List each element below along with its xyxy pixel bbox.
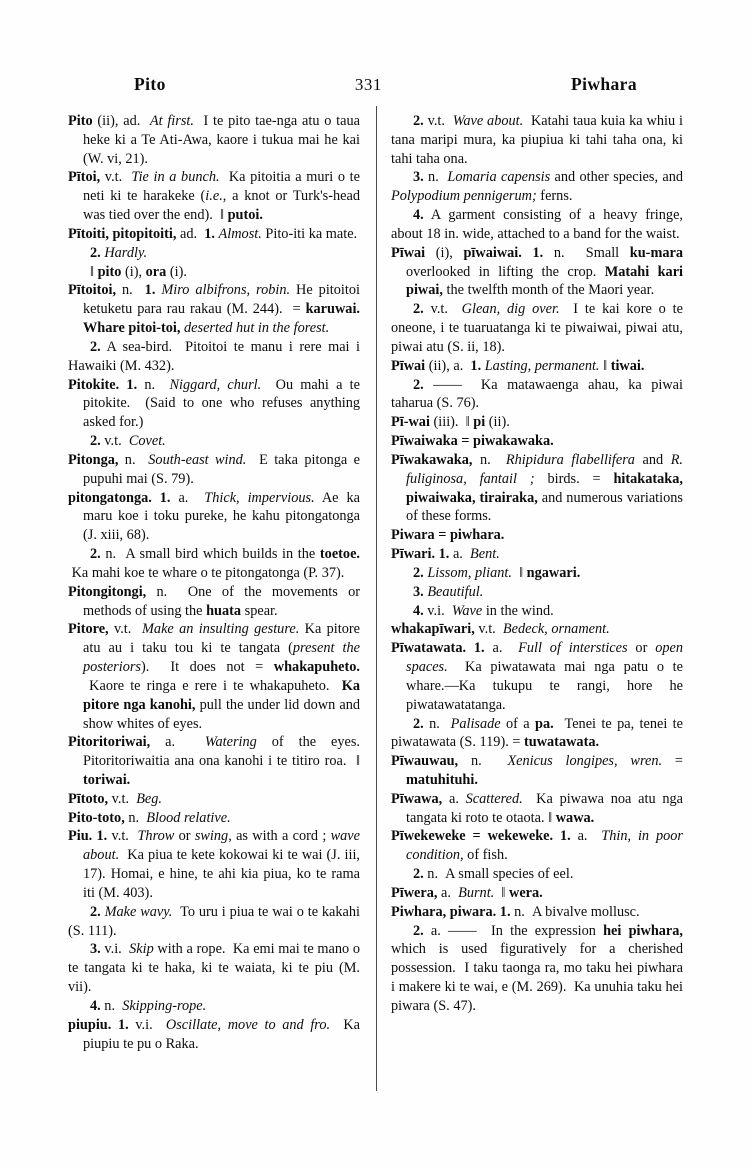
sense-paragraph: 2. A sea-bird. Pitoitoi te manu i rere mai i Hawaiki (M. 432). [68, 338, 360, 374]
sense-paragraph: 2. a. —— In the expression hei piwhara, which is used figuratively for a cherished possession. I taku taonga ra, mo taku hei piwhara i makere ki te wai, e (M. 269). Ka unuhia taku hei piwara (S. 47). [391, 922, 683, 1014]
dictionary-entry: Pito-toto, n. Blood relative. [68, 809, 231, 826]
dictionary-entry: piupiu. 1. v.i. Oscillate, move to and fro. Ka piupiu te pu o Raka. [68, 1016, 360, 1052]
dictionary-entry: Pītoitoi, n. 1. Miro albifrons, robin. He pitoitoi ketuketu para rau rakau (M. 244). = karuwai. Whare pitoi-toi, deserted hut in the forest. [68, 282, 360, 337]
sense-paragraph: 3. Beautiful. [413, 583, 484, 600]
dictionary-entry: Pitongitongi, n. One of the movements or methods of using the huata spear. [68, 583, 360, 619]
dictionary-entry: Pīwai (i), pīwaiwai. 1. n. Small ku-mara overlooked in lifting the crop. Matahi kari piwai, the twelfth month of the Maori year. [391, 244, 684, 299]
sense-paragraph: 2. Hardly. [90, 244, 148, 261]
dictionary-entry: pitongatonga. 1. a. Thick, impervious. Ae ka maru koe i toku pureke, he kahu pitongatonga (J. xiii, 68). [68, 489, 360, 544]
dictionary-entry: Pitokite. 1. n. Niggard, churl. Ou mahi a te pitokite. (Said to one who refuses anything asked for.) [68, 376, 360, 431]
sense-paragraph: 2. n. Palisade of a pa. Tenei te pa, tenei te piwatawata (S. 119). = tuwatawata. [391, 715, 684, 751]
dictionary-entry: Piwhara, piwara. 1. n. A bivalve mollusc. [391, 903, 640, 920]
sense-paragraph: 2. v.t. Wave about. Katahi taua kuia ka whiu i tana maripi mura, ka piupiua ki tahi taha ona, ki tahi taha ona. [391, 113, 683, 167]
dictionary-entry: Piwara = piwhara. [391, 527, 505, 544]
dictionary-entry: Pītoiti, pitopitoiti, ad. 1. Almost. Pito-iti ka mate. [68, 225, 358, 242]
sense-paragraph: ‖ pito (i), ora (i). [90, 263, 187, 280]
dictionary-entry: Pitore, v.t. Make an insulting gesture. Ka pitore atu au i taku tou ki te tangata (present the posteriors). It does not = whakapuheto. Kaore te ringa e rere i te whakapuheto. Ka pitore nga kanohi, pull the under lid down and show whites of eyes. [68, 621, 360, 732]
right-column [391, 112, 683, 1102]
sense-paragraph: 2. v.t. Glean, dig over. I te kai kore o te oneone, i te tuaruatanga ki te piwaiwai, piwai atu, piwai atu (S. ii, 18). [391, 301, 683, 355]
sense-paragraph: 2. —— Ka matawaenga ahau, ka piwai taharua (S. 76). [391, 376, 683, 412]
sense-paragraph: 2. v.t. Covet. [90, 433, 166, 450]
text-columns [68, 112, 683, 1102]
sense-paragraph: 4. A garment consisting of a heavy fringe, about 18 in. wide, attached to a band for the waist. [391, 207, 683, 242]
dictionary-entry: Pī-wai (iii). ‖ pi (ii). [391, 414, 510, 431]
dictionary-entry: Pīwauwau, n. Xenicus longipes, wren. = matuhituhi. [391, 753, 683, 788]
dictionary-entry: Pīwaiwaka = piwakawaka. [391, 433, 554, 450]
dictionary-entry: Pītoi, v.t. Tie in a bunch. Ka pitoitia a muri o te neti ki te harakeke (i.e., a knot or Turk's-head was tied over the end). ‖ putoi. [68, 169, 360, 224]
dictionary-entry: Pitoritoriwai, a. Watering of the eyes. Pitoritoriwaitia ana ona kanohi i te titiro roa. ‖ toriwai. [68, 734, 360, 788]
dictionary-entry: Piu. 1. v.t. Throw or swing, as with a cord ; wave about. Ka piua te kete kokowai ki te wai (J. iii, 17). Homai, e hine, te ahi kia piua, ko te rama iti (M. 403). [68, 828, 360, 901]
dictionary-entry: Pīwari. 1. a. Bent. [391, 546, 500, 563]
sense-paragraph: 4. v.i. Wave in the wind. [413, 602, 554, 619]
dictionary-entry: Pīwakawaka, n. Rhipidura flabellifera and R. fuliginosa, fantail ; birds. = hitakataka, piwaiwaka, tirairaka, and numerous variations of these forms. [391, 451, 683, 525]
dictionary-entry: Pito (ii), ad. At first. I te pito tae-nga atu o taua heke ki a Te Ati-Awa, kaore i tukua mai he kai (W. vi, 21). [68, 113, 360, 167]
dictionary-entry: Pīwekeweke = wekeweke. 1. a. Thin, in poor condition, of fish. [391, 828, 683, 864]
sense-paragraph: 4. n. Skipping-rope. [90, 997, 207, 1014]
running-head-right: Piwhara [570, 74, 637, 94]
dictionary-entry: Pīwawa, a. Scattered. Ka piwawa noa atu nga tangata ki roto te otaota. ‖ wawa. [391, 790, 683, 826]
dictionary-entry: whakapīwari, v.t. Bedeck, ornament. [391, 621, 610, 638]
sense-paragraph: 2. n. A small species of eel. [413, 866, 574, 883]
sense-paragraph: 2. n. A small bird which builds in the toetoe. Ka mahi koe te whare o te pitongatonga (P. 37). [68, 546, 360, 581]
sense-paragraph: 3. v.i. Skip with a rope. Ka emi mai te mano o te tangata ki te haka, ki te waiata, ki te piu (M. vii). [68, 941, 360, 996]
sense-paragraph: 2. Lissom, pliant. ‖ ngawari. [413, 564, 581, 581]
dictionary-entry: Pītoto, v.t. Beg. [68, 790, 162, 807]
sense-paragraph: 2. Make wavy. To uru i piua te wai o te kakahi (S. 111). [68, 903, 361, 939]
left-column [68, 112, 360, 1102]
running-head [68, 74, 683, 98]
dictionary-entry: Pīwera, a. Burnt. ‖ wera. [391, 884, 543, 901]
dictionary-entry: Pitonga, n. South-east wind. E taka pitonga e pupuhi mai (S. 79). [68, 451, 360, 487]
page-folio-number: 331 [354, 75, 382, 94]
running-head-left: Pito [134, 74, 166, 94]
dictionary-entry: Pīwai (ii), a. 1. Lasting, permanent. ‖ tiwai. [391, 357, 645, 374]
dictionary-entry: Pīwatawata. 1. a. Full of interstices or open spaces. Ka piwatawata mai nga patu o te whare.—Ka tukupu te rangi, hore he piwatawatatanga. [391, 640, 683, 713]
sense-paragraph: 3. n. Lomaria capensis and other species, and Polypodium pennigerum; ferns. [391, 169, 683, 205]
